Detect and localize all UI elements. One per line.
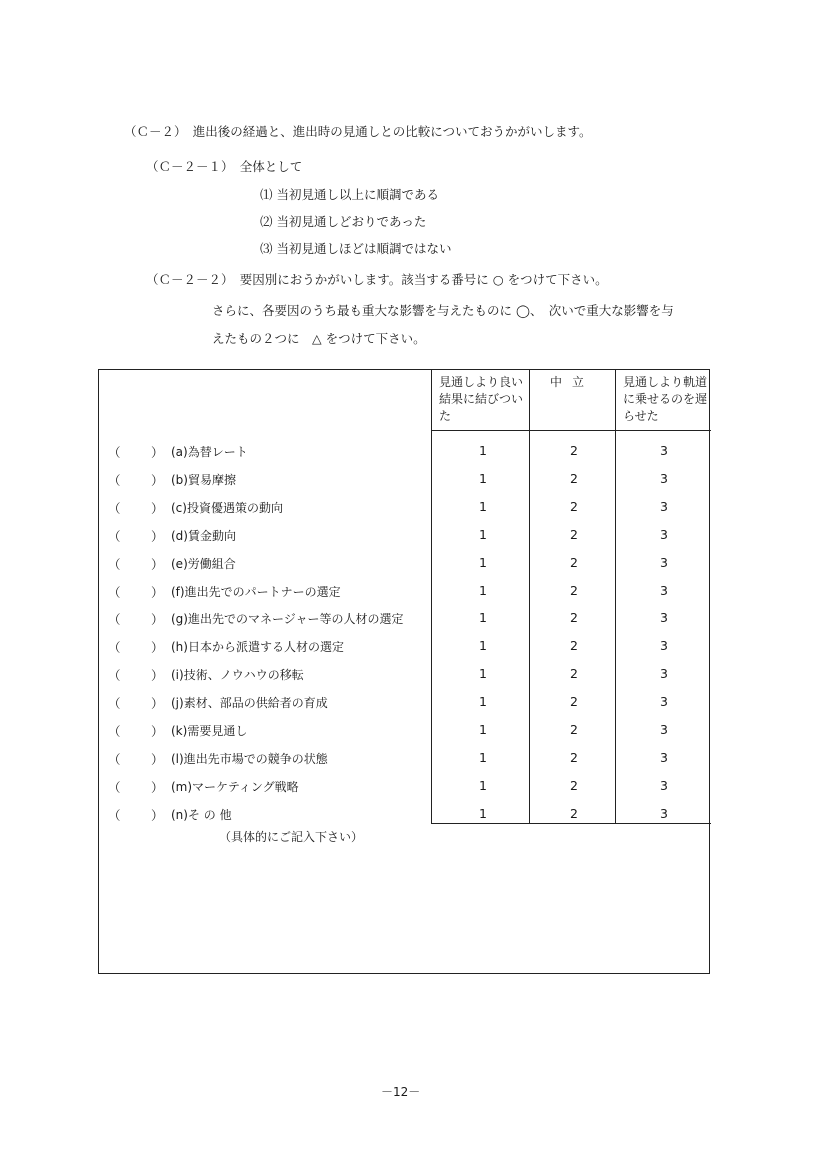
choice-neutral[interactable]: 2 bbox=[570, 805, 578, 821]
table-row bbox=[99, 666, 711, 686]
factor-label: (e)労働組合 bbox=[171, 556, 236, 571]
choice-worse[interactable]: 3 bbox=[660, 470, 668, 486]
factor-label: (g)進出先でのマネージャー等の人材の選定 bbox=[171, 612, 404, 627]
rank-paren-close[interactable]: ） bbox=[151, 668, 164, 684]
subsection-1-title: （Ｃ－２－１） 全体として bbox=[146, 159, 303, 174]
rank-paren-open[interactable]: （ bbox=[108, 640, 121, 656]
choice-neutral[interactable]: 2 bbox=[570, 694, 578, 710]
subsection-2-title: （Ｃ－２－２） 要因別におうかがいします。該当する番号に ○ をつけて下さい。 bbox=[146, 272, 608, 287]
rank-paren-close[interactable]: ） bbox=[151, 584, 164, 600]
choice-better[interactable]: 1 bbox=[479, 749, 487, 765]
choice-better[interactable]: 1 bbox=[479, 610, 487, 626]
header-neutral: 中立 bbox=[549, 375, 594, 389]
rank-paren-close[interactable]: ） bbox=[151, 696, 164, 712]
choice-neutral[interactable]: 2 bbox=[570, 666, 578, 682]
rank-paren-open[interactable]: （ bbox=[108, 779, 121, 795]
factor-label: (b)貿易摩擦 bbox=[171, 472, 236, 487]
choice-neutral[interactable]: 2 bbox=[570, 554, 578, 570]
choice-worse[interactable]: 3 bbox=[660, 610, 668, 626]
table-row bbox=[99, 694, 711, 714]
choice-worse[interactable]: 3 bbox=[660, 777, 668, 793]
factor-label: (j)素材、部品の供給者の育成 bbox=[171, 696, 328, 711]
choice-better[interactable]: 1 bbox=[479, 777, 487, 793]
factor-label: (k)需要見通し bbox=[171, 724, 248, 738]
rank-paren-close[interactable]: ） bbox=[151, 724, 164, 739]
table-row bbox=[99, 610, 711, 630]
table-row bbox=[99, 471, 711, 491]
table-row bbox=[99, 778, 711, 798]
rank-paren-open[interactable]: （ bbox=[108, 668, 121, 684]
rank-paren-open[interactable]: （ bbox=[108, 612, 121, 628]
choice-neutral[interactable]: 2 bbox=[570, 498, 578, 514]
choice-worse[interactable]: 3 bbox=[660, 805, 668, 821]
choice-better[interactable]: 1 bbox=[479, 443, 487, 458]
choice-worse[interactable]: 3 bbox=[660, 582, 668, 598]
table-row bbox=[99, 806, 711, 826]
choice-better[interactable]: 1 bbox=[479, 554, 487, 570]
choice-worse[interactable]: 3 bbox=[660, 666, 668, 682]
subsection-2-line2: さらに、各要因のうち最も重大な影響を与えたものに ◯、 次いで重大な影響を与 bbox=[212, 303, 674, 318]
factor-label: (n)そ の 他 bbox=[171, 807, 232, 822]
choice-better[interactable]: 1 bbox=[479, 805, 487, 821]
header-divider bbox=[431, 430, 711, 431]
rank-paren-open[interactable]: （ bbox=[108, 445, 121, 460]
choice-neutral[interactable]: 2 bbox=[570, 443, 578, 458]
choice-better[interactable]: 1 bbox=[479, 498, 487, 514]
header-better: 見通しより良い結果に結びついた bbox=[439, 375, 524, 423]
rank-paren-open[interactable]: （ bbox=[108, 751, 121, 767]
table-row bbox=[99, 499, 711, 519]
choice-better[interactable]: 1 bbox=[479, 638, 487, 654]
rank-paren-open[interactable]: （ bbox=[108, 472, 121, 488]
rank-paren-close[interactable]: ） bbox=[151, 528, 164, 544]
rank-paren-close[interactable]: ） bbox=[151, 640, 164, 656]
subsection-2-line3: えたもの２つに △ をつけて下さい。 bbox=[212, 331, 426, 346]
table-row bbox=[99, 638, 711, 658]
choice-neutral[interactable]: 2 bbox=[570, 722, 578, 737]
table-row bbox=[99, 443, 711, 463]
rank-paren-close[interactable]: ） bbox=[151, 779, 164, 795]
rank-paren-open[interactable]: （ bbox=[108, 584, 121, 600]
rank-paren-close[interactable]: ） bbox=[151, 751, 164, 767]
choice-worse[interactable]: 3 bbox=[660, 722, 668, 737]
rank-paren-close[interactable]: ） bbox=[151, 472, 164, 488]
rank-paren-close[interactable]: ） bbox=[151, 556, 164, 572]
choice-neutral[interactable]: 2 bbox=[570, 470, 578, 486]
factor-label: (a)為替レート bbox=[171, 445, 248, 459]
table-row bbox=[99, 750, 711, 770]
factor-label: (c)投資優遇策の動向 bbox=[171, 500, 283, 515]
choice-worse[interactable]: 3 bbox=[660, 498, 668, 514]
factor-label: (l)進出先市場での競争の状態 bbox=[171, 751, 328, 766]
choice-better[interactable]: 1 bbox=[479, 666, 487, 682]
other-note: （具体的にご記入下さい） bbox=[219, 830, 364, 844]
header-worse: 見通しより軌道に乗せるのを遅らせた bbox=[623, 375, 708, 423]
factor-label: (i)技術、ノウハウの移転 bbox=[171, 668, 304, 683]
choice-better[interactable]: 1 bbox=[479, 722, 487, 737]
choice-neutral[interactable]: 2 bbox=[570, 777, 578, 793]
choice-worse[interactable]: 3 bbox=[660, 694, 668, 710]
choice-better[interactable]: 1 bbox=[479, 582, 487, 598]
table-row bbox=[99, 722, 711, 742]
choice-neutral[interactable]: 2 bbox=[570, 526, 578, 542]
factor-table bbox=[98, 369, 710, 974]
factor-label: (h)日本から派遣する人材の選定 bbox=[171, 640, 344, 655]
rank-paren-open[interactable]: （ bbox=[108, 556, 121, 572]
choice-neutral[interactable]: 2 bbox=[570, 610, 578, 626]
choice-worse[interactable]: 3 bbox=[660, 638, 668, 654]
choice-worse[interactable]: 3 bbox=[660, 443, 668, 458]
choice-neutral[interactable]: 2 bbox=[570, 582, 578, 598]
table-row bbox=[99, 527, 711, 547]
rank-paren-open[interactable]: （ bbox=[108, 724, 121, 739]
option-1[interactable]: ⑴ 当初見通し以上に順調である bbox=[260, 187, 439, 202]
choice-better[interactable]: 1 bbox=[479, 470, 487, 486]
page-number: －12－ bbox=[381, 1085, 421, 1099]
rank-paren-open[interactable]: （ bbox=[108, 528, 121, 544]
choice-neutral[interactable]: 2 bbox=[570, 749, 578, 765]
choice-worse[interactable]: 3 bbox=[660, 526, 668, 542]
choice-better[interactable]: 1 bbox=[479, 694, 487, 710]
option-3[interactable]: ⑶ 当初見通しほどは順調ではない bbox=[260, 241, 452, 256]
rank-paren-open[interactable]: （ bbox=[108, 500, 121, 516]
option-2[interactable]: ⑵ 当初見通しどおりであった bbox=[260, 214, 427, 229]
table-row bbox=[99, 555, 711, 575]
rank-paren-open[interactable]: （ bbox=[108, 696, 121, 712]
factor-label: (m)マーケティング戦略 bbox=[171, 779, 299, 794]
section-title: （Ｃ－２） 進出後の経過と、進出時の見通しとの比較についておうかがいします。 bbox=[124, 124, 592, 139]
rank-paren-close[interactable]: ） bbox=[151, 445, 164, 460]
rank-paren-open[interactable]: （ bbox=[108, 807, 121, 823]
choice-worse[interactable]: 3 bbox=[660, 554, 668, 570]
rank-paren-close[interactable]: ） bbox=[151, 500, 164, 516]
rank-paren-close[interactable]: ） bbox=[151, 807, 164, 823]
rank-paren-close[interactable]: ） bbox=[151, 612, 164, 628]
factor-label: (f)進出先でのパートナーの選定 bbox=[171, 584, 341, 599]
choice-worse[interactable]: 3 bbox=[660, 749, 668, 765]
choice-neutral[interactable]: 2 bbox=[570, 638, 578, 654]
table-row bbox=[99, 583, 711, 603]
choice-better[interactable]: 1 bbox=[479, 526, 487, 542]
factor-label: (d)賃金動向 bbox=[171, 528, 236, 543]
